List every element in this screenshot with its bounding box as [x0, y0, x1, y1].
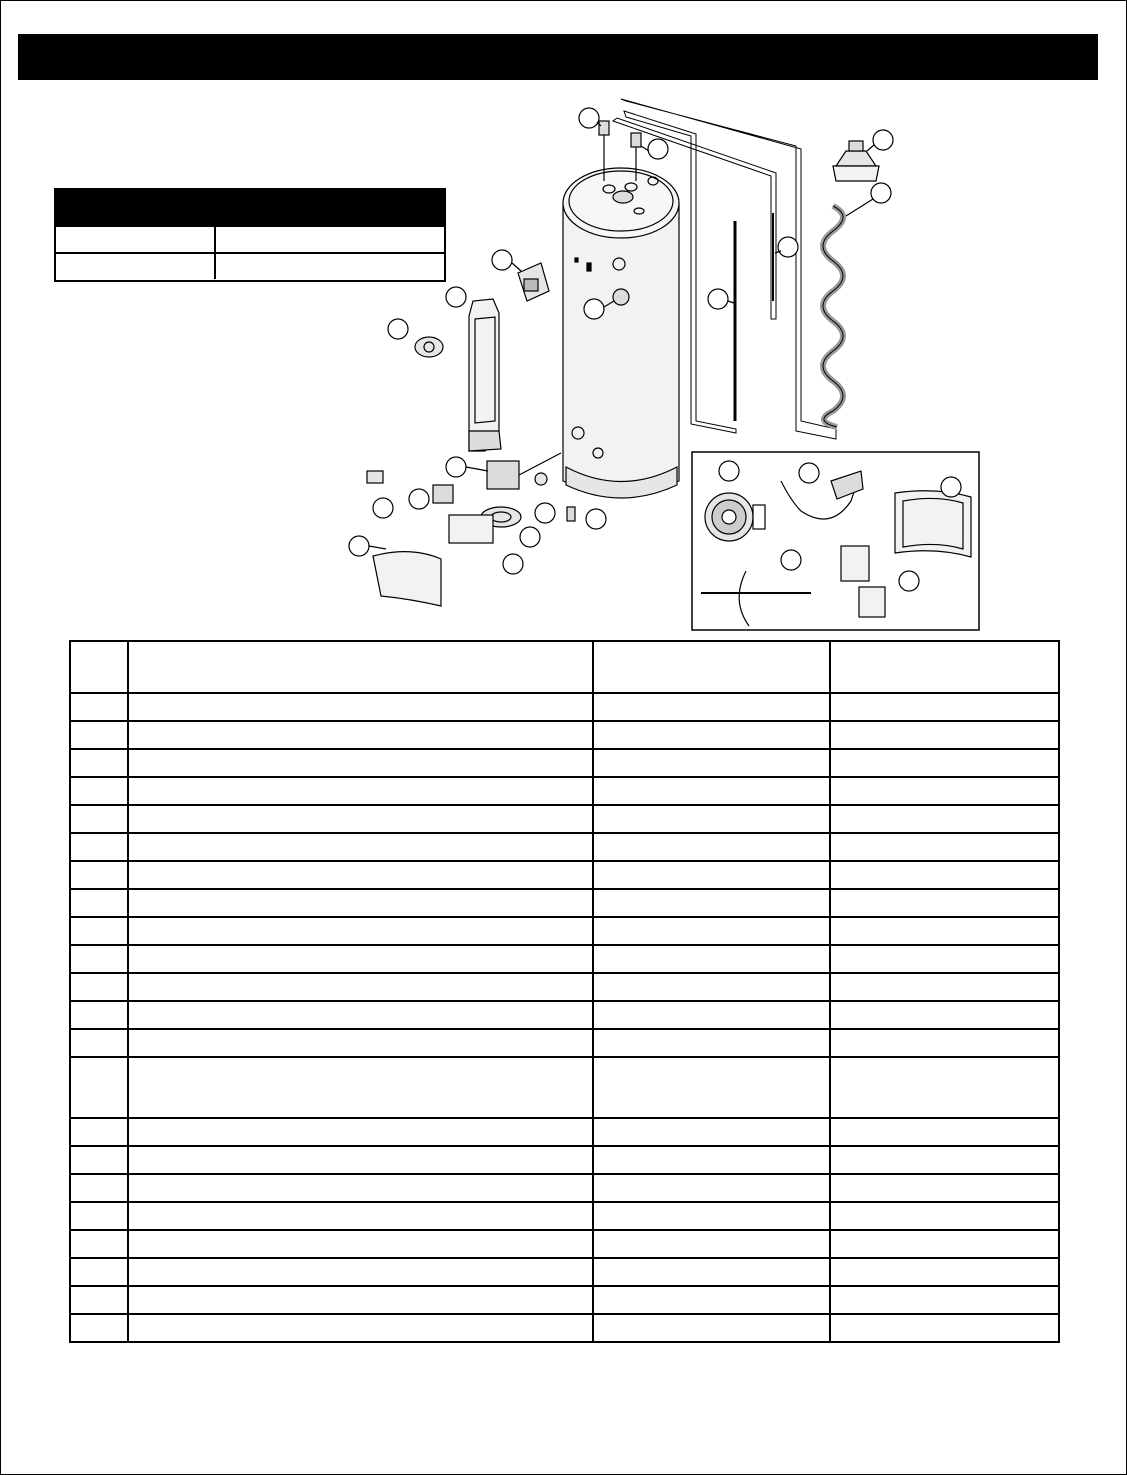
table-cell: [70, 1314, 128, 1342]
table-cell: [128, 1146, 593, 1174]
table-cell: [593, 721, 830, 749]
key-no-header: [70, 641, 128, 693]
table-cell: [593, 1286, 830, 1314]
table-cell: [128, 1286, 593, 1314]
table-cell: [70, 1118, 128, 1146]
table-cell: [128, 861, 593, 889]
table-cell: [128, 749, 593, 777]
table-row: [70, 1001, 1059, 1029]
table-cell: [593, 1001, 830, 1029]
table-cell: [830, 693, 1059, 721]
table-row: [70, 777, 1059, 805]
table-cell: [830, 1202, 1059, 1230]
table-header-row: [70, 641, 1059, 693]
table-cell: [128, 1230, 593, 1258]
table-cell: [830, 749, 1059, 777]
table-cell: [593, 1258, 830, 1286]
table-cell: [128, 973, 593, 1001]
table-cell: [593, 1029, 830, 1057]
table-cell: [128, 1314, 593, 1342]
table-row: [70, 1286, 1059, 1314]
table-cell: [128, 777, 593, 805]
table-row: [70, 1146, 1059, 1174]
table-cell: [128, 1174, 593, 1202]
table-cell: [70, 1286, 128, 1314]
table-cell: [70, 693, 128, 721]
table-cell: [830, 861, 1059, 889]
table-cell: [70, 861, 128, 889]
quantity-header: [830, 641, 1059, 693]
table-cell: [128, 721, 593, 749]
table-cell: [593, 1314, 830, 1342]
table-cell: [830, 945, 1059, 973]
table-cell: [70, 973, 128, 1001]
tank-shell: [563, 168, 679, 498]
table-cell: [593, 1230, 830, 1258]
table-cell: [593, 777, 830, 805]
exploded-parts-diagram: [1, 1, 1126, 641]
table-cell: [830, 973, 1059, 1001]
table-cell: [70, 1258, 128, 1286]
table-row: [70, 833, 1059, 861]
table-cell: [128, 1258, 593, 1286]
table-cell: [593, 1202, 830, 1230]
table-cell: [128, 917, 593, 945]
table-row: [70, 889, 1059, 917]
nipple-part: [631, 133, 641, 147]
table-row: [70, 1314, 1059, 1342]
table-cell: [128, 889, 593, 917]
table-cell: [128, 1001, 593, 1029]
table-cell: [830, 1029, 1059, 1057]
table-cell: [70, 1146, 128, 1174]
table-cell: [830, 1057, 1059, 1118]
parts-table-body: [70, 693, 1059, 1342]
table-cell: [128, 1202, 593, 1230]
table-cell: [830, 917, 1059, 945]
table-cell: [70, 721, 128, 749]
table-cell: [830, 833, 1059, 861]
table-cell: [128, 1029, 593, 1057]
description-header: [128, 641, 593, 693]
table-row: [70, 861, 1059, 889]
table-row: [70, 1057, 1059, 1118]
table-row: [70, 1029, 1059, 1057]
table-cell: [70, 749, 128, 777]
table-cell: [70, 1029, 128, 1057]
table-cell: [70, 1057, 128, 1118]
table-cell: [128, 805, 593, 833]
inset-detail-box: [692, 452, 979, 630]
table-row: [70, 805, 1059, 833]
table-cell: [830, 889, 1059, 917]
table-cell: [830, 721, 1059, 749]
table-cell: [593, 973, 830, 1001]
table-cell: [593, 693, 830, 721]
table-row: [70, 749, 1059, 777]
replacement-parts-table: [69, 640, 1060, 1343]
table-cell: [593, 1174, 830, 1202]
table-row: [70, 1118, 1059, 1146]
table-cell: [128, 693, 593, 721]
part-number-header: [593, 641, 830, 693]
table-cell: [70, 833, 128, 861]
table-cell: [593, 833, 830, 861]
table-cell: [593, 1146, 830, 1174]
table-cell: [70, 1001, 128, 1029]
table-cell: [70, 917, 128, 945]
table-cell: [830, 777, 1059, 805]
table-cell: [593, 861, 830, 889]
table-cell: [593, 917, 830, 945]
table-cell: [70, 777, 128, 805]
table-cell: [128, 1057, 593, 1118]
table-row: [70, 917, 1059, 945]
table-cell: [830, 1230, 1059, 1258]
table-cell: [128, 833, 593, 861]
table-cell: [70, 1202, 128, 1230]
table-cell: [830, 1174, 1059, 1202]
table-row: [70, 693, 1059, 721]
table-cell: [70, 805, 128, 833]
table-cell: [830, 1118, 1059, 1146]
table-row: [70, 945, 1059, 973]
table-cell: [593, 945, 830, 973]
table-cell: [70, 1230, 128, 1258]
table-row: [70, 973, 1059, 1001]
table-row: [70, 721, 1059, 749]
table-cell: [830, 1258, 1059, 1286]
table-cell: [70, 945, 128, 973]
table-cell: [70, 1174, 128, 1202]
table-cell: [593, 889, 830, 917]
table-cell: [593, 749, 830, 777]
table-row: [70, 1202, 1059, 1230]
table-cell: [70, 889, 128, 917]
table-row: [70, 1174, 1059, 1202]
table-row: [70, 1230, 1059, 1258]
table-cell: [593, 1057, 830, 1118]
table-row: [70, 1258, 1059, 1286]
table-cell: [830, 1286, 1059, 1314]
table-cell: [128, 1118, 593, 1146]
table-cell: [593, 805, 830, 833]
nipple-part: [599, 121, 609, 135]
table-cell: [593, 1118, 830, 1146]
table-cell: [128, 945, 593, 973]
table-cell: [830, 1146, 1059, 1174]
table-cell: [830, 805, 1059, 833]
table-cell: [830, 1001, 1059, 1029]
table-cell: [830, 1314, 1059, 1342]
